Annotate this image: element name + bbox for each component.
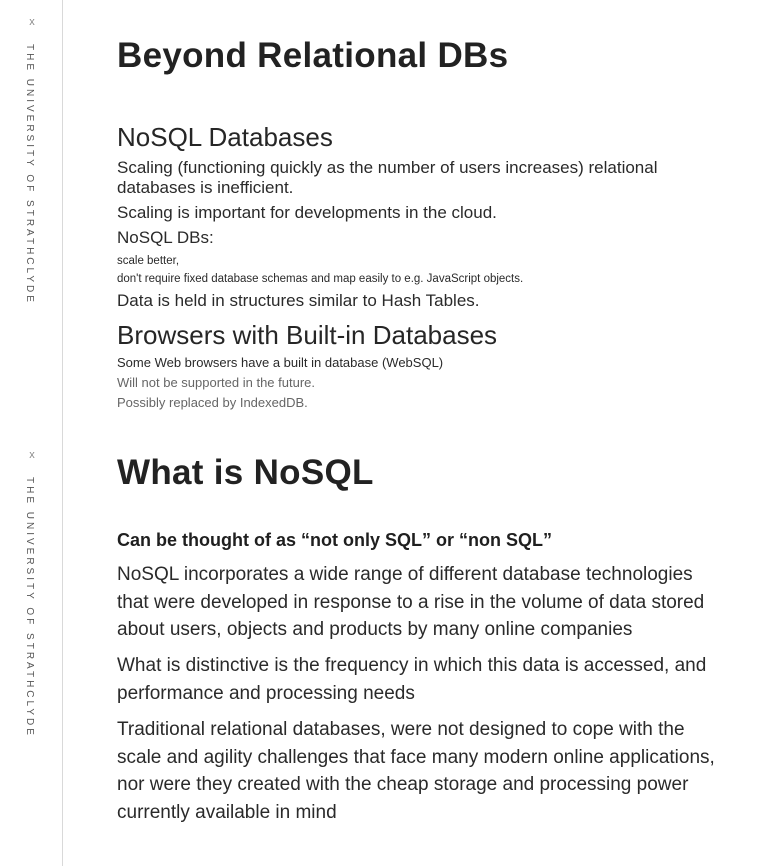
university-label: THE UNIVERSITY OF STRATHCLYDE xyxy=(24,44,35,305)
close-mark-icon: x xyxy=(29,16,35,28)
lead-not-only-sql: Can be thought of as “not only SQL” or “non SQL” xyxy=(117,530,552,550)
close-mark-icon: x xyxy=(29,449,35,461)
left-rail xyxy=(0,0,63,866)
university-label: THE UNIVERSITY OF STRATHCLYDE xyxy=(24,477,35,738)
sub-item-no-fixed-schemas: don't require fixed database schemas and map easily to e.g. JavaScript objects. xyxy=(117,273,524,285)
paragraph-websql: Some Web browsers have a built in database (WebSQL) xyxy=(117,355,444,370)
section-heading-browsers-databases: Browsers with Built-in Databases xyxy=(117,320,498,350)
paragraph-nosql-dbs: NoSQL DBs: xyxy=(117,228,214,247)
paragraph-scaling-cloud: Scaling is important for developments in the cloud. xyxy=(117,203,497,222)
paragraph-nosql-technologies: NoSQL incorporates a wide range of different database technologies that were developed in response to a rise in the volume of data stored about users, objects and products by many online companies xyxy=(117,564,705,640)
paragraph-indexeddb: Possibly replaced by IndexedDB. xyxy=(117,395,308,410)
paragraph-distinctive-frequency: What is distinctive is the frequency in which this data is accessed, and performance and processing needs xyxy=(117,655,707,704)
paragraph-hash-tables: Data is held in structures similar to Hash Tables. xyxy=(117,291,480,310)
slide1-title: Beyond Relational DBs xyxy=(117,36,509,75)
sub-item-scale-better: scale better, xyxy=(117,255,180,267)
section-heading-nosql-databases: NoSQL Databases xyxy=(117,122,333,152)
slide2-title: What is NoSQL xyxy=(117,453,374,492)
paragraph-not-supported: Will not be supported in the future. xyxy=(117,375,316,390)
paragraph-scaling-inefficient: Scaling (functioning quickly as the number of users increases) relational databases is inefficient. xyxy=(117,158,658,197)
paragraph-traditional-relational: Traditional relational databases, were not designed to cope with the scale and agility challenges that face many modern online applications, nor were they created with the cheap storage and processing power currently available in mind xyxy=(117,719,715,823)
